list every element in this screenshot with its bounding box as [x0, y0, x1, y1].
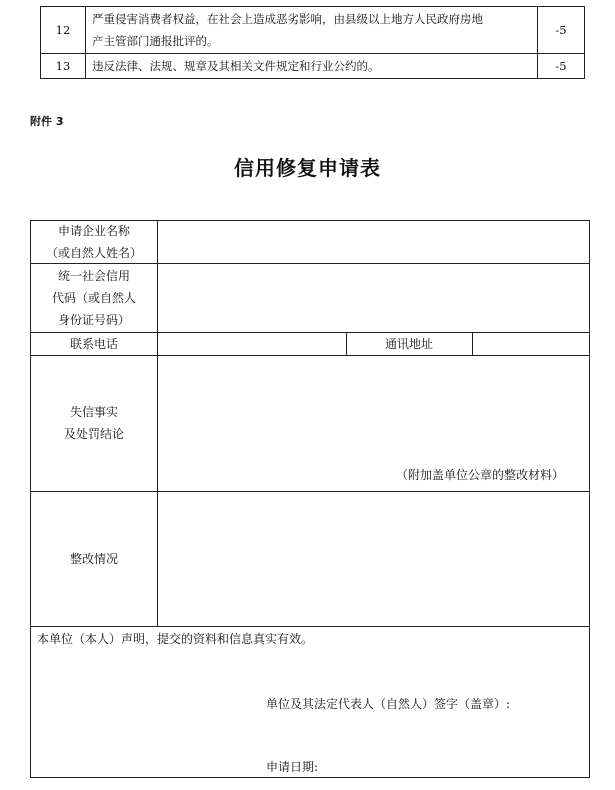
company-name-field[interactable] — [158, 221, 589, 263]
table-row — [41, 7, 585, 54]
rule-text — [86, 7, 538, 54]
phone-field[interactable] — [158, 333, 346, 355]
form-divider — [31, 626, 589, 627]
address-field[interactable] — [473, 333, 589, 355]
company-name-label: 申请企业名称 （或自然人姓名） — [45, 224, 142, 260]
declaration-text: 本单位（本人）声明，提交的资料和信息真实有效。 — [37, 632, 314, 646]
dishonesty-facts-label: 失信事实 及处罚结论 — [63, 405, 124, 441]
rectification-field[interactable] — [158, 492, 589, 626]
rule-text — [86, 54, 538, 79]
credit-code-field[interactable] — [158, 264, 589, 332]
credit-repair-form — [30, 220, 590, 778]
rule-text-line: 违反法律、法规、规章及其相关文件规定和行业公约的。 — [92, 59, 380, 73]
rule-score: -5 — [538, 54, 585, 79]
rules-table — [40, 6, 585, 79]
page-title: 信用修复申请表 — [234, 156, 381, 180]
date-field[interactable] — [331, 754, 481, 776]
rule-text-line: 严重侵害消费者权益，在社会上造成恶劣影响，由县级以上地方人民政府房地 — [92, 12, 483, 26]
table-row — [41, 54, 585, 79]
rule-text-line: 产主管部门通报批评的。 — [92, 34, 219, 48]
credit-code-label: 统一社会信用 代码（或自然人 身份证号码） — [51, 268, 136, 327]
address-label: 通讯地址 — [384, 336, 433, 351]
date-label: 申请日期: — [266, 760, 319, 774]
rule-number: 13 — [41, 54, 86, 79]
rectification-label: 整改情况 — [69, 551, 118, 566]
phone-label: 联系电话 — [69, 336, 118, 351]
rule-number: 12 — [41, 7, 86, 54]
signature-field[interactable] — [451, 691, 581, 715]
signature-label: 单位及其法定代表人（自然人）签字（盖章）: — [266, 697, 511, 711]
appendix-label: 附件 3 — [30, 115, 64, 128]
attachment-note: （附加盖单位公章的整改材料） — [396, 468, 565, 482]
rule-score: -5 — [538, 7, 585, 54]
